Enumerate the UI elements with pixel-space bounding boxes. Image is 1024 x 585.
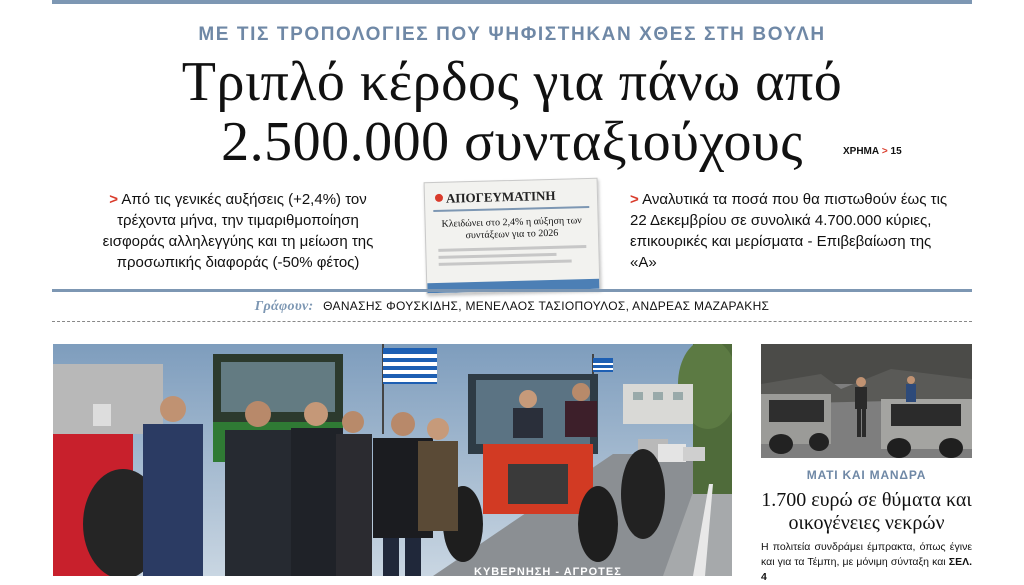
headline-kicker: ΜΕ ΤΙΣ ΤΡΟΠΟΛΟΓΙΕΣ ΠΟΥ ΨΗΦΙΣΤΗΚΑΝ ΧΘΕΣ ΣΤΗ ΒΟΥΛΗ	[198, 24, 826, 45]
deck-right-text: Αναλυτικά τα ποσά που θα πιστωθούν έως τις 22 Δεκεμβρίου σε συνολικά 4.700.000 κύριες, επικουρικές και μερίσματα - Επιβεβαίωση της «Α»	[630, 191, 948, 271]
section-page-number: 15	[890, 146, 902, 157]
section-label: ΧΡΗΜΑ	[843, 146, 880, 157]
deck-right	[630, 189, 950, 273]
deck-left	[90, 189, 386, 273]
deck-left-text: Από τις γενικές αυξήσεις (+2,4%) τον τρέχοντα μήνα, την τιμαριθμοποίηση εισφοράς αλληλεγγύης και τη μείωση της προσωπικής διαφοράς (-50% φέτος)	[102, 191, 374, 271]
headline-line-2: 2.500.000 συνταξιούχους	[221, 111, 803, 173]
burned-cars-photo[interactable]	[761, 344, 972, 458]
logo-dot-icon	[435, 194, 443, 202]
burned-cars-illustration	[761, 344, 972, 458]
photo-caption: ΚΥΒΕΡΝΗΣΗ - ΑΓΡΟΤΕΣ	[474, 566, 622, 576]
bullet-arrow-icon: >	[109, 191, 119, 208]
thumbnail-text-lines	[438, 245, 586, 270]
section-page-reference[interactable]	[843, 146, 902, 157]
thumbnail-band	[433, 206, 589, 212]
section-rule	[52, 289, 972, 292]
byline	[0, 299, 1024, 315]
side-story-continued[interactable]: ΣΕΛ. 4	[761, 556, 973, 583]
newspaper-thumbnail[interactable]	[424, 178, 601, 295]
side-story-headline[interactable]: 1.700 ευρώ σε θύματα και οικογένειες νεκρών	[761, 489, 972, 534]
byline-authors: ΘΑΝΑΣΗΣ ΦΟΥΣΚΙΔΗΣ, ΜΕΝΕΛΑΟΣ ΤΑΣΙΟΠΟΥΛΟΣ, ΑΝΔΡΕΑΣ ΜΑΖΑΡΑΚΗΣ	[323, 299, 770, 313]
headline-line-1: Τριπλό κέρδος για πάνω από	[181, 51, 843, 113]
dashed-divider	[52, 321, 972, 322]
bullet-arrow-icon: >	[630, 191, 639, 208]
side-story-text: Η πολιτεία συνδράμει έμπρακτα, όπως έγινε και για τα Τέμπη, με μόνιμη σύνταξη και	[761, 541, 972, 568]
chevron-right-icon: >	[881, 146, 888, 157]
thumbnail-logo-text: ΑΠΟΓΕΥΜΑΤΙΝΗ	[445, 187, 556, 206]
thumbnail-logo	[435, 188, 556, 207]
thumbnail-headline: Κλειδώνει στο 2,4% η αύξηση των συντάξεων για το 2026	[441, 215, 582, 242]
side-story-kicker: ΜΑΤΙ ΚΑΙ ΜΑΝΔΡΑ	[806, 468, 927, 482]
top-rule	[52, 0, 972, 4]
farmers-tractors-photo[interactable]	[53, 344, 732, 576]
side-story-body	[761, 540, 972, 585]
farmers-tractors-illustration	[53, 344, 732, 576]
byline-label: Γράφουν:	[254, 299, 314, 314]
